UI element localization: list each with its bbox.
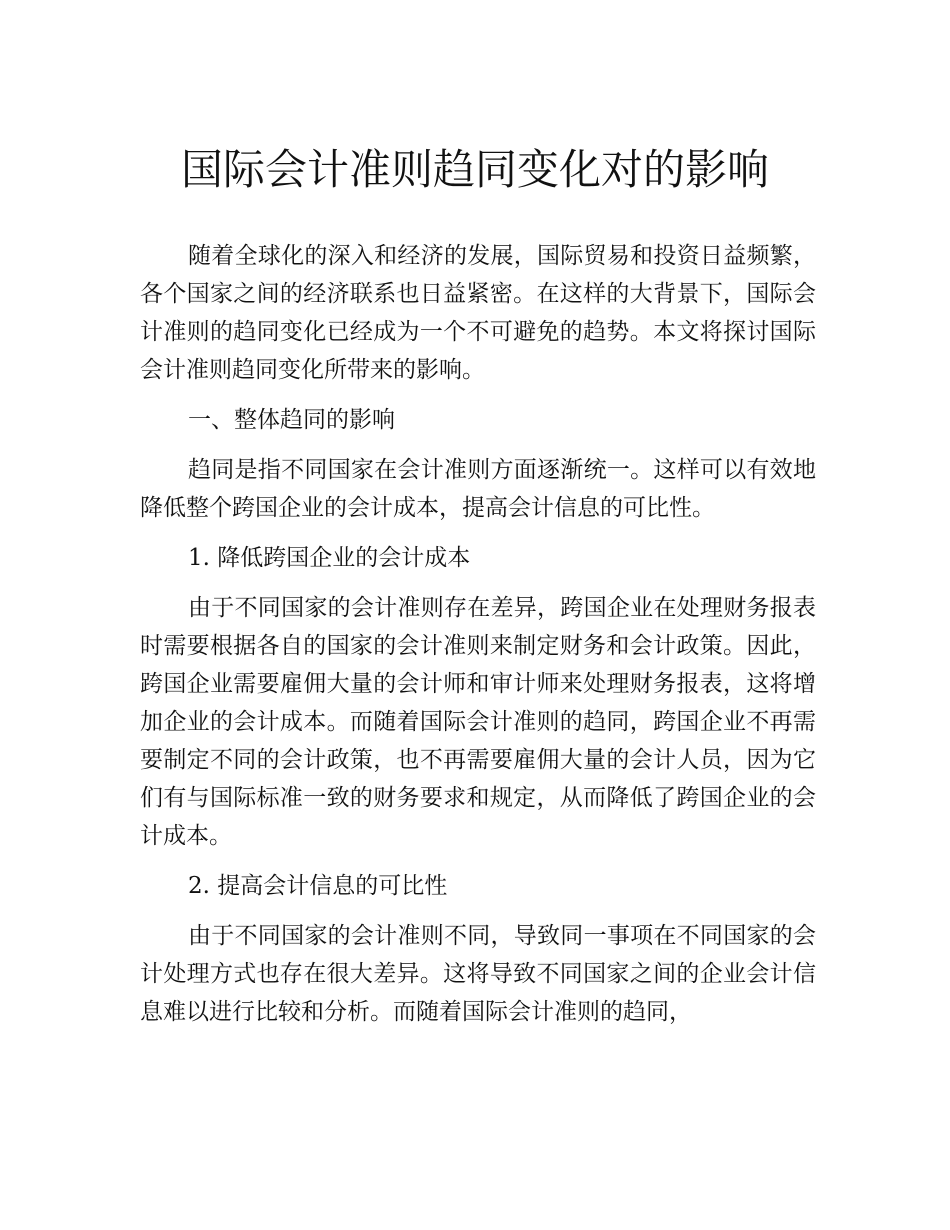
section-heading-overall-convergence: 一、整体趋同的影响 [188, 407, 395, 433]
document-body [140, 237, 816, 1043]
document-title: 国际会计准则趋同变化对的影响 [180, 145, 769, 194]
paragraph-convergence-definition: 趋同是指不同国家在会计准则方面逐渐统一。这样可以有效地降低整个跨国企业的会计成本，提高会计信息的可比性。 [140, 457, 816, 521]
paragraph-comparability: 由于不同国家的会计准则不同，导致同一事项在不同国家的会计处理方式也存在很大差异。这将导致不同国家之间的企业会计信息难以进行比较和分析。而随着国际会计准则的趋同， [140, 923, 816, 1025]
paragraph-intro: 随着全球化的深入和经济的发展，国际贸易和投资日益频繁，各个国家之间的经济联系也日益紧密。在这样的大背景下，国际会计准则的趋同变化已经成为一个不可避免的趋势。本文将探讨国际会计准则趋同变化所带来的影响。 [140, 243, 816, 383]
subheading-comparability: 2. 提高会计信息的可比性 [188, 873, 448, 899]
subheading-reduce-cost: 1. 降低跨国企业的会计成本 [188, 545, 471, 571]
paragraph-reduce-cost: 由于不同国家的会计准则存在差异，跨国企业在处理财务报表时需要根据各自的国家的会计准则来制定财务和会计政策。因此，跨国企业需要雇佣大量的会计师和审计师来处理财务报表，这将增加企业的会计成本。而随着国际会计准则的趋同，跨国企业不再需要制定不同的会计政策，也不再需要雇佣大量的会计人员，因为它们有与国际标准一致的财务要求和规定，从而降低了跨国企业的会计成本。 [140, 595, 816, 849]
